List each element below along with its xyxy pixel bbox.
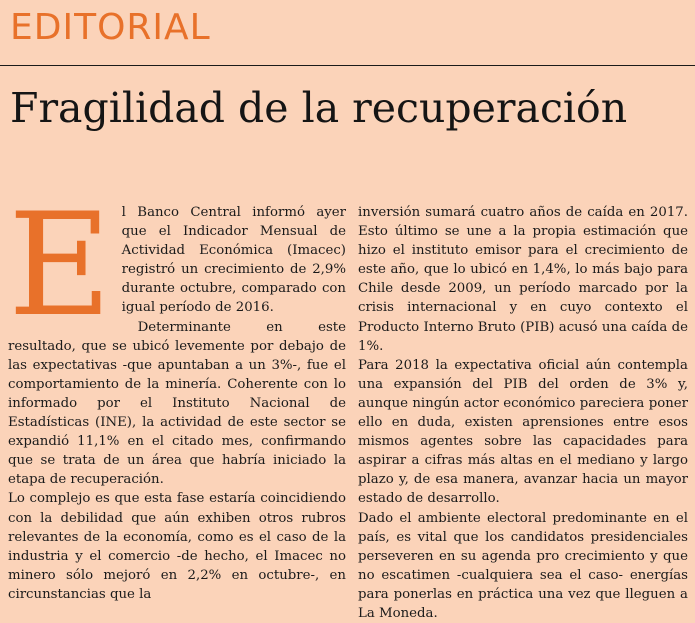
paragraph-industry: Lo complejo es que esta fase estaría coincidiendo con la debilidad que aún exhiben otros rubros relevantes de la economía, como es el caso de la industria y el comercio -de hecho, el Imacec no minero sólo mejoró en 2,2% en octubre-, en circunstancias que la <box>8 489 346 604</box>
article-column-right <box>358 203 688 623</box>
header-divider <box>0 65 695 66</box>
paragraph-mining: Determinante en este resultado, que se ubicó levemente por debajo de las expectativas -que apuntaban a un 3%-, fue el comportamiento de la minería. Coherente con lo informado por el Instituto Nacional de Estadísticas (INE), la actividad de este sector se expandió 11,1% en el citado mes, confirmando que se trata de un área que habría iniciado la etapa de recuperación. <box>8 318 346 490</box>
paragraph-investment: inversión sumará cuatro años de caída en 2017. Esto último se une a la propia estimación que hizo el instituto emisor para el crecimiento de este año, que lo ubicó en 1,4%, lo más bajo para Chile desde 2009, un período marcado por la crisis internacional y en cuyo contexto el Producto Interno Bruto (PIB) acusó una caída de 1%. <box>358 203 688 356</box>
paragraph-candidates: Dado el ambiente electoral predominante en el país, es vital que los candidatos presidenciales perseveren en su agenda pro crecimiento y que no escatimen -cualquiera sea el caso- energías para ponerlas en práctica una vez que lleguen a La Moneda. <box>358 509 688 623</box>
paragraph-expectations: Para 2018 la expectativa oficial aún contempla una expansión del PIB del orden de 3% y, aunque ningún actor económico pareciera poner ello en duda, existen aprensiones entre esos mismos agentes sobre las capacidades para aspirar a cifras más altas en el mediano y largo plazo y, de esa manera, avanzar hacia un mayor estado de desarrollo. <box>358 356 688 509</box>
section-label: EDITORIAL <box>10 6 211 50</box>
paragraph-intro: l Banco Central informó ayer que el Indicador Mensual de Actividad Económica (Imacec) registró un crecimiento de 2,9% durante octubre, comparado con igual período de 2016. <box>8 203 346 318</box>
headline: Fragilidad de la recuperación <box>10 82 680 134</box>
drop-cap: E <box>8 207 112 329</box>
article-column-left <box>8 203 346 604</box>
